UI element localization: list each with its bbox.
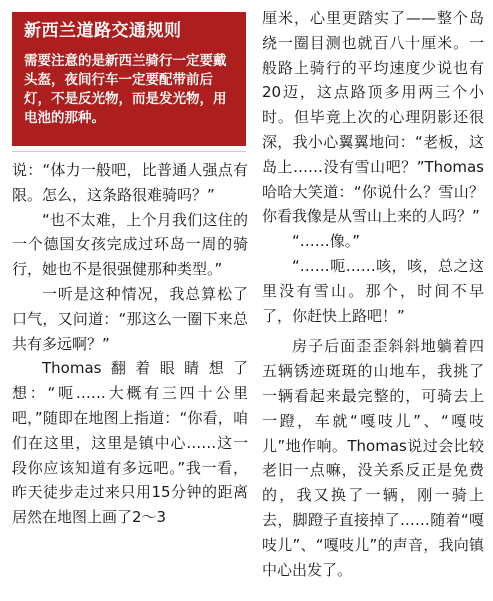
left-paragraph-2: “也不太难，上个月我们这住的一个德国女孩完成过环岛一周的骑行，她也不是很强健那种类型。”: [12, 210, 248, 279]
left-paragraph-3: 一听是这种情况，我总算松了口气，又问道：“那这么一圈下来总共有多远啊？”: [12, 284, 248, 353]
left-text-column: [12, 158, 248, 601]
sidebar-title: 新西兰道路交通规则: [24, 21, 182, 41]
sidebar-divider: [12, 151, 246, 152]
sidebar-body: 需要注意的是新西兰骑行一定要戴头盔，夜间行车一定要配带前后灯，不是反光物，而是发光物，用电池的那种。: [24, 53, 227, 126]
traffic-rules-sidebar: [12, 12, 246, 146]
right-paragraph-1: 厘米，心里更踏实了——整个岛绕一圈目测也就百八十厘米。一般路上骑行的平均速度少说也有20迈，这点路顶多用两三个小时。但毕竟上次的心理阴影还很深，我小心翼翼地问：“老板，这岛上……没有雪山吧？”Thomas哈哈大笑道：“你说什么？雪山？你看我像是从雪山上来的人吗？”: [262, 9, 484, 226]
left-paragraph-1: 说：“体力一般吧，比普通人强点有限。怎么，这条路很难骑吗？”: [12, 161, 248, 204]
left-paragraph-4: Thomas翻着眼睛想了想：“呃……大概有三四十公里吧，”随即在地图上指道：“你看，咱们在这里，这里是镇中心……这一段你应该知道有多远吧。”我一看，昨天徒步走过来只用15分钟的距离居然在地图上画了2～3: [12, 359, 248, 527]
right-paragraph-3: “……呃……咳，咳，总之这里没有雪山。那个，时间不早了，你赶快上路吧！”: [262, 256, 484, 325]
right-paragraph-2: “……像。”: [292, 232, 361, 251]
right-paragraph-4: 房子后面歪歪斜斜地躺着四五辆锈迹斑斑的山地车，我挑了一辆看起来最完整的，可骑去上一蹬，车就“嘎吱儿”、“嘎吱儿”地作响。Thomas说过会比较老旧一点嘛，没关系反正是免费的，我又换了一辆，刚一骑上去，脚蹬子直接掉了……随着“嘎吱儿”、“嘎吱儿”的声音，我向镇中心出发了。: [262, 337, 484, 579]
right-text-column: [262, 6, 484, 596]
